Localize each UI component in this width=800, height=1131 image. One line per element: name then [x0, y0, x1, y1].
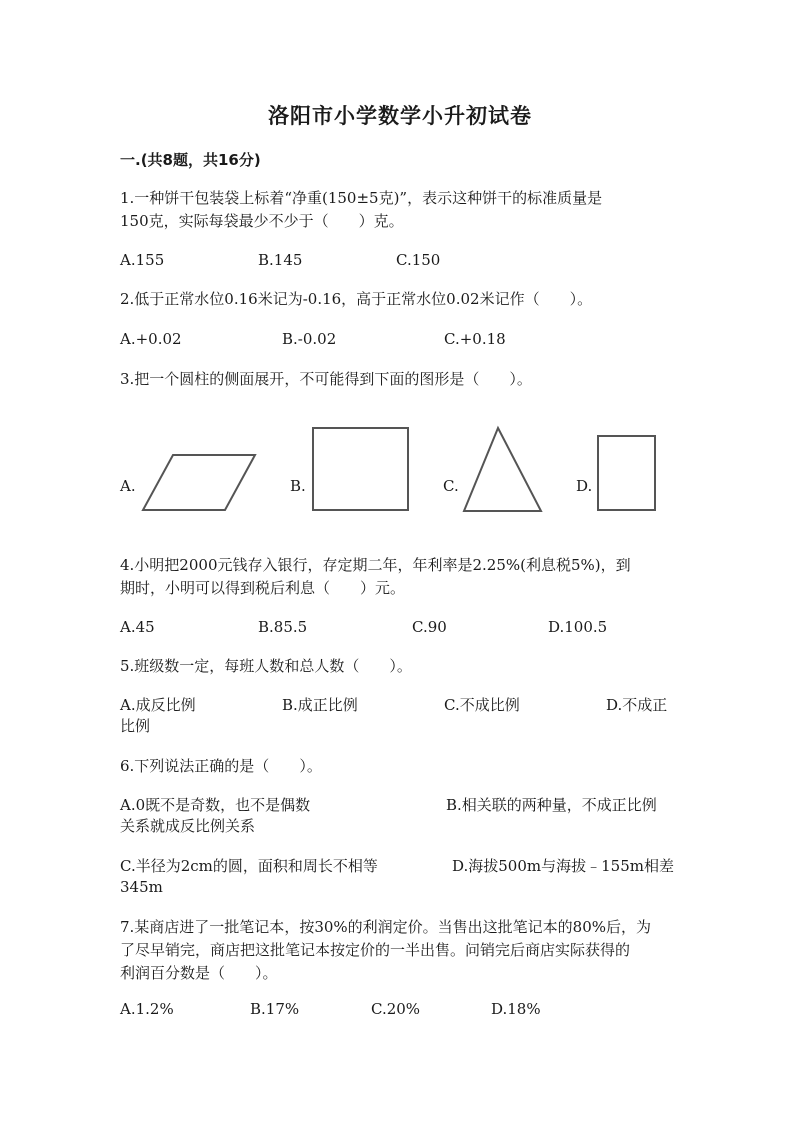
- question-4-line-2: 期时，小明可以得到税后利息（ ）元。: [120, 579, 406, 597]
- q2-option-c[interactable]: C.+0.18: [444, 330, 506, 348]
- q5-option-d[interactable]: D.不成正: [606, 696, 668, 714]
- q1-option-c[interactable]: C.150: [396, 251, 441, 269]
- question-1-line-1: 1.一种饼干包装袋上标着“净重(150±5克)”，表示这种饼干的标准质量是: [120, 189, 603, 207]
- q7-option-c[interactable]: C.20%: [371, 1000, 421, 1018]
- question-1-line-2: 150克，实际每袋最少不少于（ ）克。: [120, 212, 404, 230]
- question-7-line-2: 了尽早销完，商店把这批笔记本按定价的一半出售。问销完后商店实际获得的: [120, 941, 631, 959]
- question-7-line-3: 利润百分数是（ ）。: [120, 964, 278, 982]
- q7-option-b[interactable]: B.17%: [250, 1000, 300, 1018]
- q6-option-d-wrap: 345m: [120, 878, 163, 896]
- q7-option-d[interactable]: D.18%: [491, 1000, 541, 1018]
- q3-option-b[interactable]: B.: [290, 477, 306, 495]
- q5-option-a[interactable]: A.成反比例: [120, 696, 196, 714]
- question-3-text: 3.把一个圆柱的侧面展开，不可能得到下面的图形是（ ）。: [120, 370, 532, 388]
- q6-option-c[interactable]: C.半径为2cm的圆，面积和周长不相等: [120, 857, 378, 875]
- q1-option-a[interactable]: A.155: [120, 251, 165, 269]
- question-6-text: 6.下列说法正确的是（ ）。: [120, 757, 322, 775]
- q6-option-b-wrap: 关系就成反比例关系: [120, 817, 256, 835]
- q3-option-d[interactable]: D.: [576, 477, 593, 495]
- question-5-text: 5.班级数一定，每班人数和总人数（ ）。: [120, 657, 412, 675]
- triangle-figure: [461, 425, 545, 515]
- question-7-line-1: 7.某商店进了一批笔记本，按30%的利润定价。当售出这批笔记本的80%后，为: [120, 918, 651, 936]
- question-2-text: 2.低于正常水位0.16米记为-0.16，高于正常水位0.02米记作（ ）。: [120, 290, 593, 308]
- q6-option-d[interactable]: D.海拔500m与海拔﹣155m相差: [452, 857, 674, 875]
- q4-option-a[interactable]: A.45: [120, 618, 155, 636]
- q5-option-b[interactable]: B.成正比例: [282, 696, 358, 714]
- q5-option-d-wrap: 比例: [120, 717, 151, 735]
- q3-option-c[interactable]: C.: [443, 477, 459, 495]
- q4-option-d[interactable]: D.100.5: [548, 618, 608, 636]
- page-title: 洛阳市小学数学小升初试卷: [268, 104, 532, 128]
- q3-option-a[interactable]: A.: [120, 477, 136, 495]
- q7-option-a[interactable]: A.1.2%: [120, 1000, 174, 1018]
- q6-option-b[interactable]: B.相关联的两种量，不成正比例: [446, 796, 657, 814]
- rectangle-figure: [596, 434, 658, 512]
- section-heading: 一.(共8题，共16分): [120, 151, 261, 169]
- q5-option-c[interactable]: C.不成比例: [444, 696, 520, 714]
- q1-option-b[interactable]: B.145: [258, 251, 303, 269]
- parallelogram-figure: [140, 452, 260, 514]
- q2-option-a[interactable]: A.+0.02: [120, 330, 182, 348]
- q4-option-c[interactable]: C.90: [412, 618, 447, 636]
- q2-option-b[interactable]: B.-0.02: [282, 330, 337, 348]
- q4-option-b[interactable]: B.85.5: [258, 618, 308, 636]
- square-figure: [311, 426, 411, 512]
- q6-option-a[interactable]: A.0既不是奇数，也不是偶数: [120, 796, 311, 814]
- question-4-line-1: 4.小明把2000元钱存入银行，存定期二年，年利率是2.25%(利息税5%)，到: [120, 556, 631, 574]
